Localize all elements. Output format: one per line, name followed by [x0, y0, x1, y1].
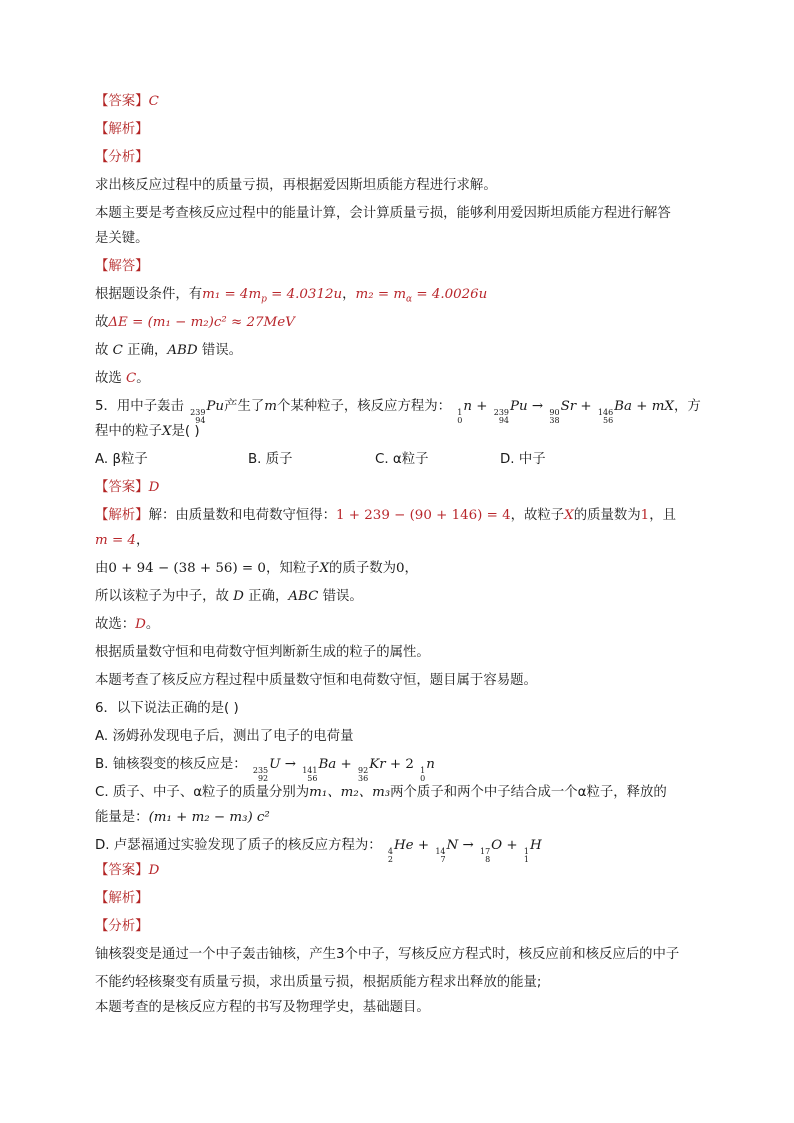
nuclide-ba: 141 56 Ba [302, 757, 337, 783]
delta-e-line: 故ΔE = (m₁ − m₂)c² ≈ 27MeV [95, 315, 295, 330]
option-d: D. 中子 [500, 452, 546, 467]
option-d: D. 卢瑟福通过实验发现了质子的核反应方程为： 4 2 He + 14 7 N → 17 8 O + 1 1 H [95, 838, 542, 864]
question-5-stem: 5．用中子轰击 239 94 Pu产生了m个某种粒子，核反应方程为： 1 0 n + 239 94 Pu → 90 38 Sr + 146 56 Ba + mX，方 [95, 399, 701, 425]
nuclide-he: 4 2 He [387, 838, 414, 864]
jieda-label-1: 【解答】 [95, 259, 149, 274]
text-line: 求出核反应过程中的质量亏损，再根据爱因斯坦质能方程进行求解。 [95, 178, 497, 193]
text-line: 本题考查了核反应方程过程中质量数守恒和电荷数守恒，题目属于容易题。 [95, 673, 537, 688]
condition-line: 根据题设条件，有$m_1 = 4m_p = 4.0312u$，$m_2 = m_\alpha = 4.0026u$ [95, 287, 488, 305]
option-c: C. α粒子 [375, 452, 429, 467]
nuclide-n14: 14 7 N [435, 838, 459, 864]
answer-line-6: 【答案】D [95, 863, 160, 878]
option-b: B. 质子 [248, 452, 293, 467]
text-line: 是关键。 [95, 231, 149, 246]
nuclide-kr: 92 36 Kr [358, 757, 386, 783]
question-5-options [95, 451, 705, 469]
conclusion-line: 故 C 正确，ABD 错误。 [95, 343, 243, 358]
nuclide-pu: 239 94 Pu [190, 399, 225, 425]
analysis-line-5: 【解析】解：由质量数和电荷数守恒得：1 + 239 − (90 + 146) = 4，故粒子X的质量数为1，且 [95, 508, 676, 523]
nuclide-ba: 146 56 Ba [597, 399, 632, 425]
fenxi-label-1: 【分析】 [95, 150, 149, 165]
conclusion-line-5: 所以该粒子为中子，故 D 正确，ABC 错误。 [95, 589, 363, 604]
nuclide-u: 235 92 U [252, 757, 281, 783]
analysis-label-1: 【解析】 [95, 122, 149, 137]
nuclide-pu: 239 94 Pu [493, 399, 528, 425]
choice-line-5: 故选：D。 [95, 617, 160, 632]
text-line: 铀核裂变是通过一个中子轰击铀核，产生3个中子，写核反应方程式时，核反应前和核反应后的中子 [95, 947, 680, 962]
text-line: 不能约轻核聚变有质量亏损，求出质量亏损，根据质能方程求出释放的能量; [95, 975, 542, 990]
question-5-stem-2: 程中的粒子X是( ) [95, 424, 200, 439]
analysis-label-6: 【解析】 [95, 891, 149, 906]
nuclide-sr: 90 38 Sr [549, 399, 577, 425]
option-a: A. β粒子 [95, 452, 148, 467]
option-b: B. 铀核裂变的核反应是： 235 92 U → 141 56 Ba + 92 36 Kr + 2 1 0 n [95, 757, 435, 783]
answer-line-1: 【答案】C [95, 94, 159, 109]
option-a: A. 汤姆孙发现电子后，测出了电子的电荷量 [95, 729, 354, 744]
fenxi-label-6: 【分析】 [95, 919, 149, 934]
choice-line: 故选 C。 [95, 371, 150, 386]
nuclide-h: 1 1 H [523, 838, 542, 864]
nuclide-n: 1 0 n [420, 757, 435, 783]
nuclide-o: 17 8 O [479, 838, 503, 864]
option-c-2: 能量是：(m₁ + m₂ − m₃) c² [95, 810, 270, 825]
nuclide-n: 1 0 n [457, 399, 472, 425]
text-line: 本题考查的是核反应方程的书写及物理学史，基础题目。 [95, 1000, 430, 1015]
m-equals-line: m = 4， [95, 533, 150, 548]
question-6-stem: 6．以下说法正确的是( ) [95, 701, 239, 716]
text-line: 根据质量数守恒和电荷数守恒判断新生成的粒子的属性。 [95, 645, 430, 660]
answer-line-5: 【答案】D [95, 480, 160, 495]
option-c: C. 质子、中子、α粒子的质量分别为m₁、m₂、m₃两个质子和两个中子结合成一个α粒子，释放的 [95, 785, 667, 800]
charge-line: 由0 + 94 − (38 + 56) = 0，知粒子X的质子数为0， [95, 561, 418, 576]
text-line: 本题主要是考查核反应过程中的能量计算，会计算质量亏损，能够利用爱因斯坦质能方程进行解答 [95, 206, 671, 221]
